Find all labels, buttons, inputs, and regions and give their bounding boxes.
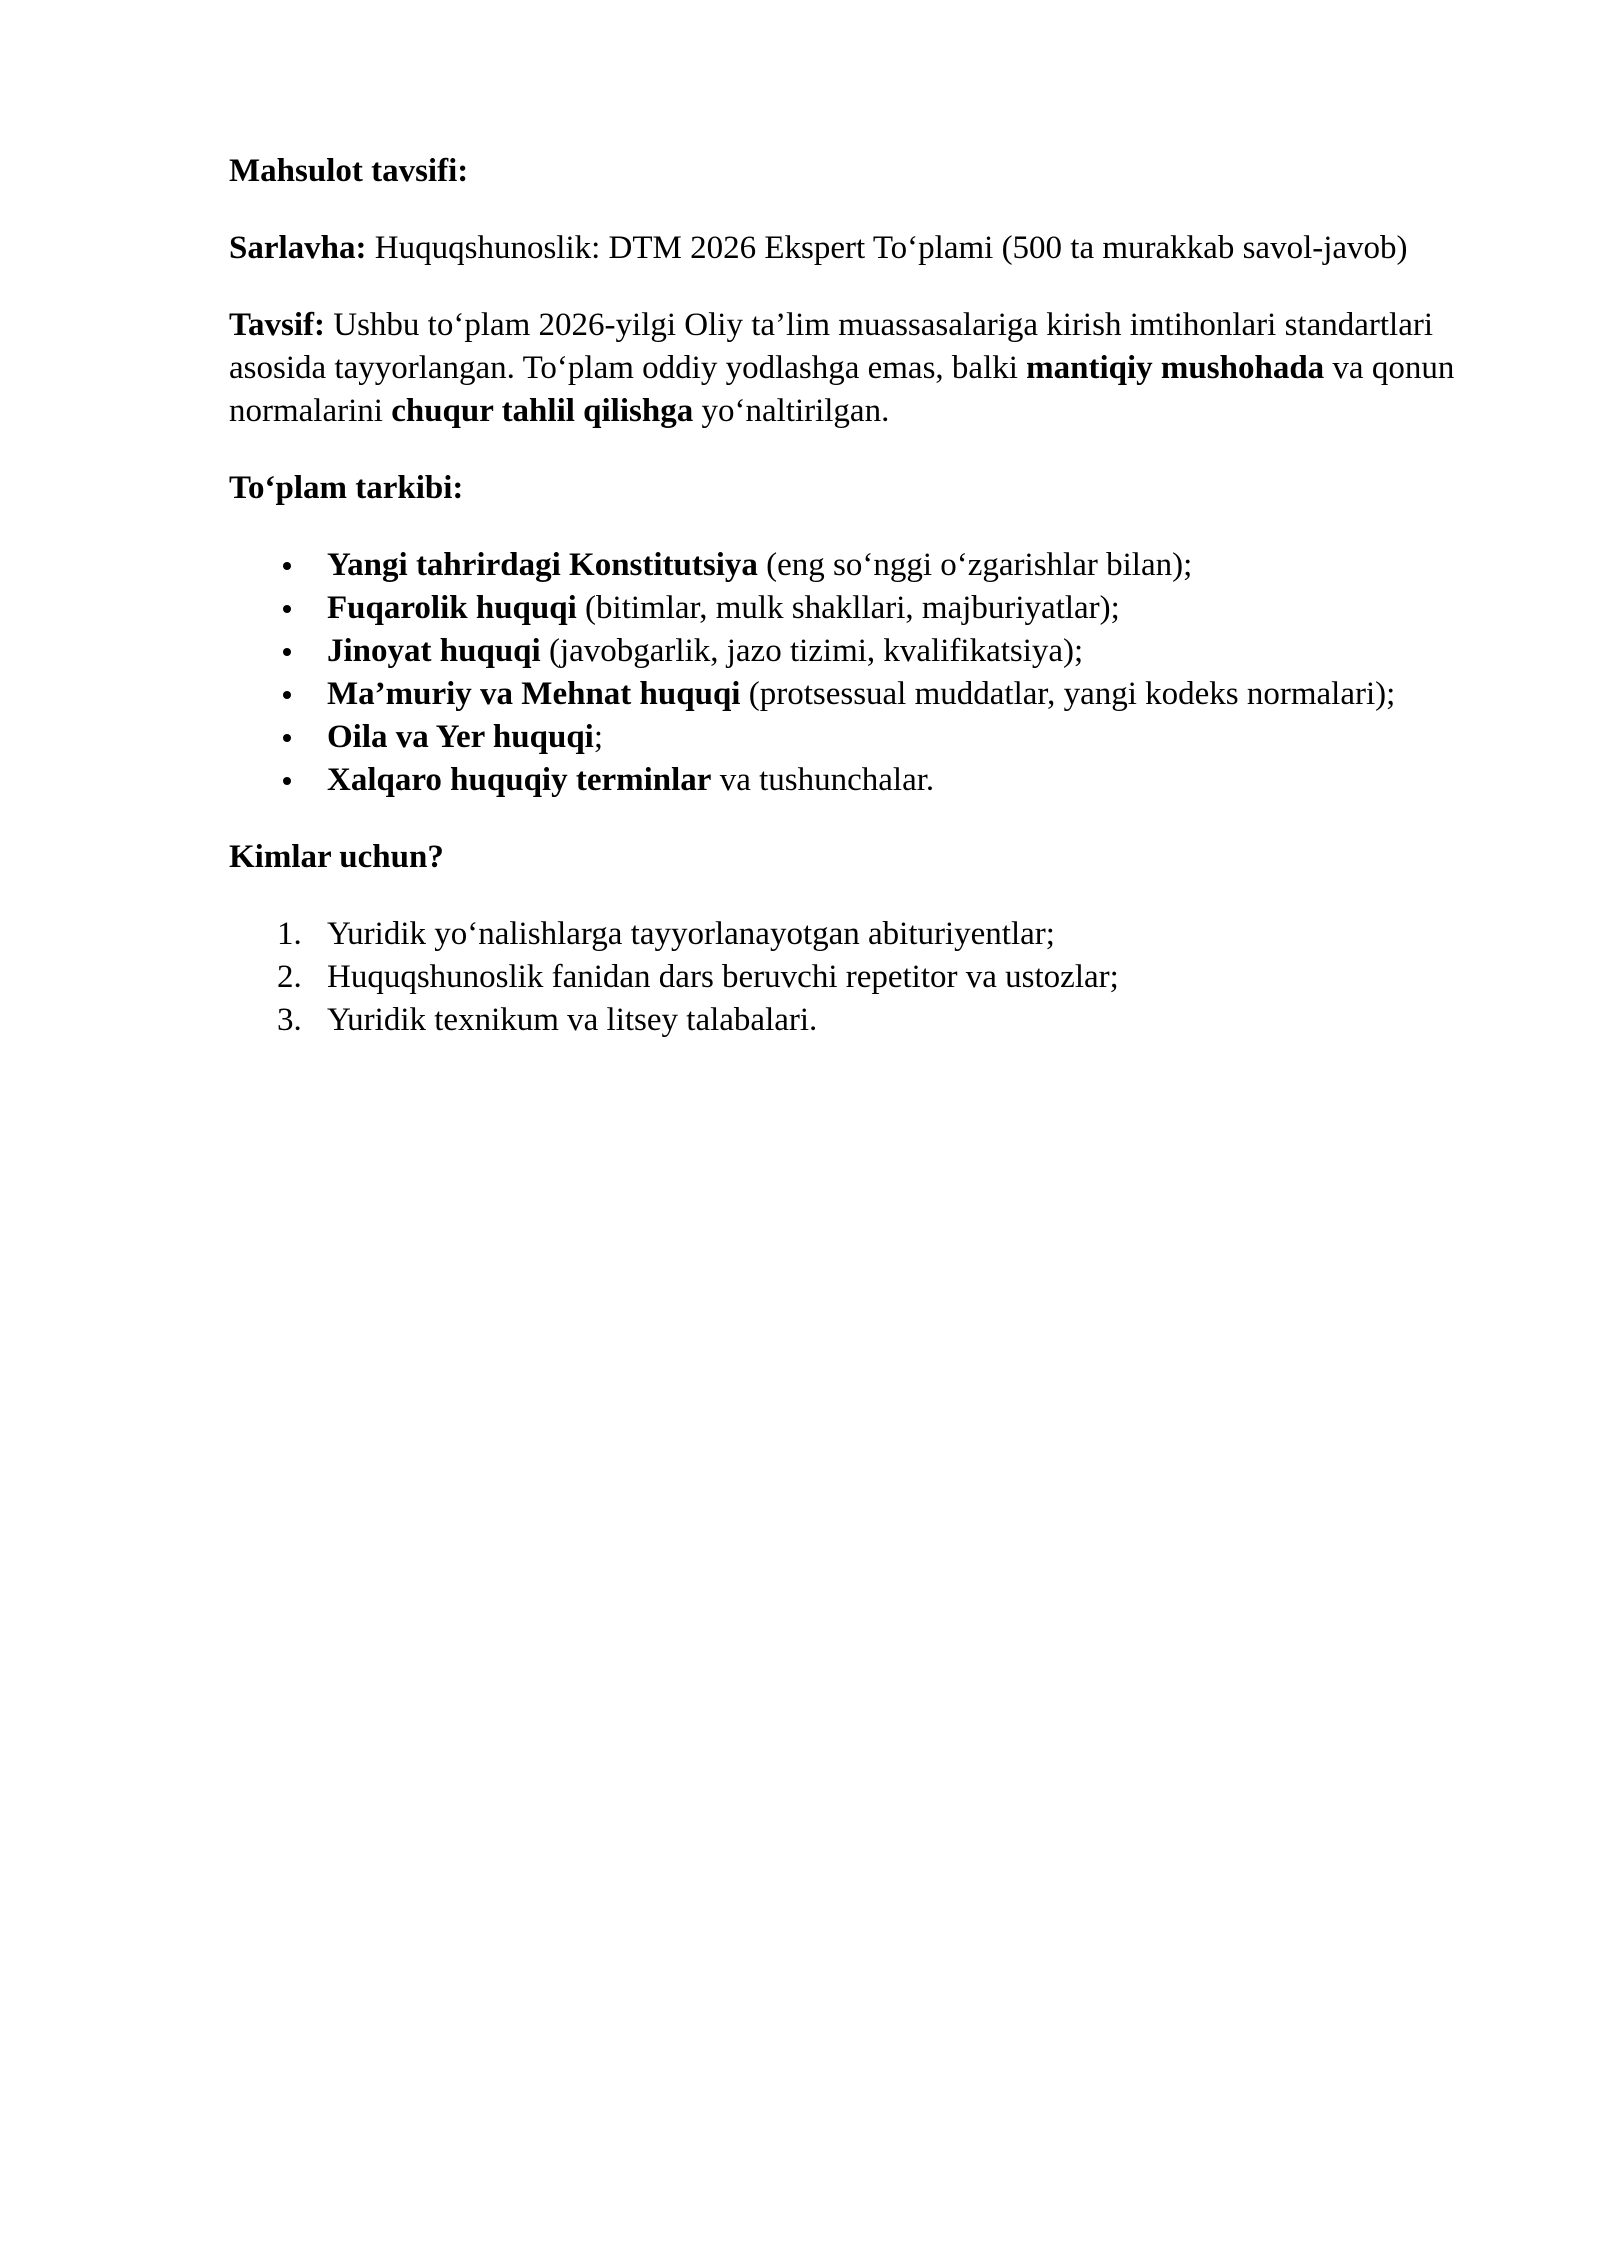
list-item bbox=[229, 673, 1489, 716]
list-item bbox=[229, 913, 1489, 956]
list-item-text: Huquqshunoslik fanidan dars beruvchi repetitor va ustozlar; bbox=[327, 959, 1119, 995]
list-item-bold: Fuqarolik huquqi bbox=[327, 590, 577, 626]
description-text-3: yo‘naltirilgan. bbox=[693, 393, 890, 429]
list-number: 2. bbox=[277, 959, 302, 995]
title-paragraph bbox=[229, 227, 1489, 270]
description-paragraph bbox=[229, 304, 1489, 433]
description-bold-1: mantiqiy mushohada bbox=[1026, 350, 1325, 386]
title-text: Huquqshunoslik: DTM 2026 Ekspert To‘plami (500 ta murakkab savol-javob) bbox=[366, 230, 1408, 266]
list-item bbox=[229, 759, 1489, 802]
list-item-text: (bitimlar, mulk shakllari, majburiyatlar); bbox=[576, 590, 1120, 626]
list-item-text: Yuridik texnikum va litsey talabalari. bbox=[327, 1002, 818, 1038]
list-item bbox=[229, 630, 1489, 673]
list-number: 3. bbox=[277, 1002, 302, 1038]
description-text-2: va qonun normalarini bbox=[229, 350, 1455, 429]
list-item bbox=[229, 716, 1489, 759]
document-heading: Mahsulot tavsifi: bbox=[229, 153, 469, 189]
audience-heading: Kimlar uchun? bbox=[229, 839, 444, 875]
list-item bbox=[229, 587, 1489, 630]
document-page bbox=[229, 150, 1489, 1042]
list-item-bold: Ma’muriy va Mehnat huquqi bbox=[327, 676, 741, 712]
list-item bbox=[229, 544, 1489, 587]
description-label: Tavsif: bbox=[229, 307, 325, 343]
list-number: 1. bbox=[277, 916, 302, 952]
contents-heading: To‘plam tarkibi: bbox=[229, 470, 464, 506]
list-item-text: (protsessual muddatlar, yangi kodeks normalari); bbox=[740, 676, 1396, 712]
list-item-text: va tushunchalar. bbox=[711, 762, 935, 798]
list-item-bold: Jinoyat huquqi bbox=[327, 633, 541, 669]
list-item-bold: Xalqaro huquqiy terminlar bbox=[327, 762, 712, 798]
list-item-text: Yuridik yo‘nalishlarga tayyorlanayotgan abituriyentlar; bbox=[327, 916, 1055, 952]
list-item-text: (eng so‘nggi o‘zgarishlar bilan); bbox=[757, 547, 1193, 583]
list-item-bold: Oila va Yer huquqi bbox=[327, 719, 594, 755]
contents-list bbox=[229, 544, 1489, 802]
description-text-1: Ushbu to‘plam 2026-yilgi Oliy ta’lim muassasalariga kirish imtihonlari standartlari asosida tayyorlangan. To‘plam oddiy yodlashga emas, balki bbox=[229, 307, 1434, 386]
list-item-bold: Yangi tahrirdagi Konstitutsiya bbox=[327, 547, 758, 583]
list-item bbox=[229, 999, 1489, 1042]
list-item-text: (javobgarlik, jazo tizimi, kvalifikatsiya); bbox=[540, 633, 1084, 669]
list-item-text: ; bbox=[593, 719, 604, 755]
audience-list bbox=[229, 913, 1489, 1042]
list-item bbox=[229, 956, 1489, 999]
title-label: Sarlavha: bbox=[229, 230, 367, 266]
description-bold-2: chuqur tahlil qilishga bbox=[391, 393, 694, 429]
